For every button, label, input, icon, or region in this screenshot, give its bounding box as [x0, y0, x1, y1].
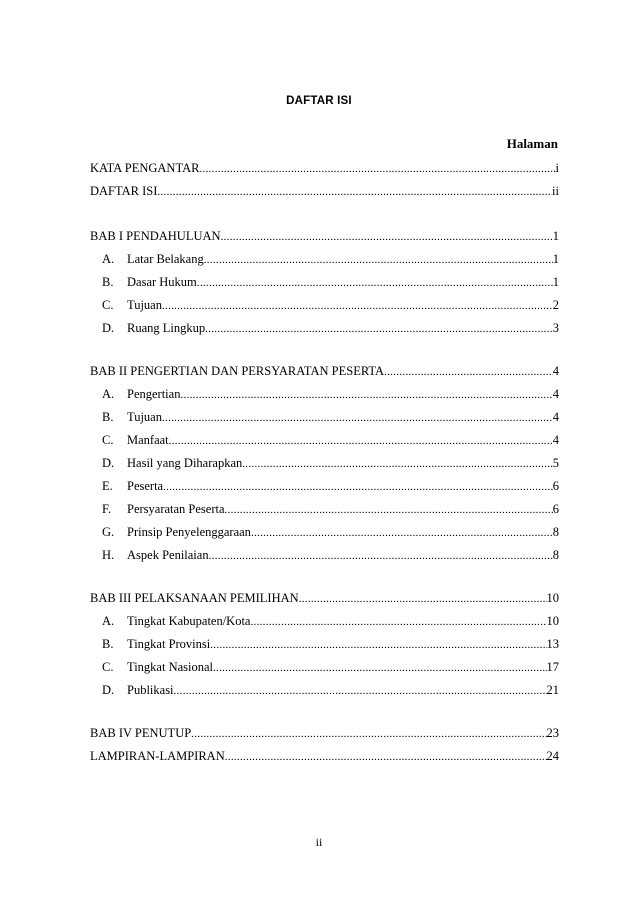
toc-entry-page: 17: [546, 660, 559, 674]
dot-leader: [204, 254, 553, 266]
dot-leader: [242, 458, 553, 470]
toc-entry-page: 4: [552, 364, 559, 378]
toc-entry-letter: C.: [102, 660, 114, 674]
toc-subsection[interactable]: [102, 479, 559, 499]
toc-entry-label: LAMPIRAN-LAMPIRAN: [90, 749, 225, 763]
dot-leader: [157, 186, 552, 198]
toc-subsection[interactable]: [102, 387, 559, 407]
toc-entry-letter: B.: [102, 410, 114, 424]
toc-entry-label: BAB III PELAKSANAAN PEMILIHAN: [90, 591, 299, 605]
dot-leader: [384, 366, 553, 378]
toc-entry[interactable]: [90, 161, 559, 181]
toc-entry-letter: E.: [102, 479, 113, 493]
toc-subsection[interactable]: [102, 683, 559, 703]
footer-page-number: ii: [315, 835, 323, 849]
dot-leader: [174, 685, 547, 697]
dot-leader: [213, 662, 547, 674]
toc-entry-letter: A.: [102, 614, 115, 628]
toc-entry-letter: G.: [102, 525, 115, 539]
toc-entry-letter: B.: [102, 275, 114, 289]
toc-entry-label: Publikasi: [127, 683, 174, 697]
toc-entry-page: ii: [552, 184, 559, 198]
toc-chapter[interactable]: [90, 229, 559, 249]
toc-subsection[interactable]: [102, 456, 559, 476]
toc-entry-page: 8: [552, 525, 559, 539]
dot-leader: [225, 751, 547, 763]
halaman-header: Halaman: [506, 136, 558, 151]
toc-entry[interactable]: [90, 184, 559, 204]
dot-leader: [169, 435, 553, 447]
toc-entry-page: 1: [552, 229, 559, 243]
toc-entry-page: 10: [546, 591, 559, 605]
toc-chapter[interactable]: [90, 749, 559, 769]
dot-leader: [299, 593, 547, 605]
toc-entry-page: 6: [552, 479, 559, 493]
toc-entry-page: 4: [552, 387, 559, 401]
dot-leader: [191, 728, 546, 740]
toc-subsection[interactable]: [102, 410, 559, 430]
toc-entry-page: 1: [552, 252, 559, 266]
toc-entry-page: 13: [546, 637, 559, 651]
toc-entry-page: 21: [546, 683, 559, 697]
toc-subsection[interactable]: [102, 298, 559, 318]
toc-entry-letter: D.: [102, 321, 115, 335]
toc-entry-label: Pengertian: [127, 387, 181, 401]
toc-subsection[interactable]: [102, 502, 559, 522]
toc-subsection[interactable]: [102, 614, 559, 634]
dot-leader: [197, 277, 553, 289]
dot-leader: [205, 323, 553, 335]
toc-entry-label: Tingkat Kabupaten/Kota: [127, 614, 251, 628]
toc-entry-label: Aspek Penilaian: [127, 548, 209, 562]
toc-entry-letter: C.: [102, 298, 114, 312]
toc-entry-letter: D.: [102, 456, 115, 470]
toc-subsection[interactable]: [102, 321, 559, 341]
toc-entry-label: Latar Belakang: [127, 252, 204, 266]
toc-entry-page: 8: [552, 548, 559, 562]
toc-entry-label: DAFTAR ISI: [90, 184, 158, 198]
toc-entry-letter: C.: [102, 433, 114, 447]
toc-entry-label: Tingkat Provinsi: [127, 637, 211, 651]
toc-entry-page: 1: [552, 275, 559, 289]
toc-entry-label: Tujuan: [127, 298, 162, 312]
toc-entry-page: 10: [546, 614, 559, 628]
dot-leader: [180, 389, 552, 401]
toc-chapter[interactable]: [90, 726, 559, 746]
toc-entry-label: BAB II PENGERTIAN DAN PERSYARATAN PESERTA: [90, 364, 385, 378]
toc-entry-page: 3: [552, 321, 559, 335]
dot-leader: [209, 550, 553, 562]
toc-entry-page: i: [555, 161, 559, 175]
dot-leader: [162, 300, 553, 312]
toc-entry-label: Tingkat Nasional: [127, 660, 213, 674]
toc-entry-letter: B.: [102, 637, 114, 651]
toc-entry-label: Persyaratan Peserta: [127, 502, 225, 516]
toc-entry-label: Peserta: [127, 479, 164, 493]
toc-entry-label: Ruang Lingkup: [127, 321, 206, 335]
toc-subsection[interactable]: [102, 252, 559, 272]
toc-subsection[interactable]: [102, 275, 559, 295]
toc-subsection[interactable]: [102, 525, 559, 545]
dot-leader: [162, 412, 553, 424]
toc-entry-label: Prinsip Penyelenggaraan: [127, 525, 251, 539]
dot-leader: [250, 616, 546, 628]
toc-entry-label: BAB I PENDAHULUAN: [90, 229, 221, 243]
dot-leader: [221, 231, 553, 243]
toc-entry-page: 6: [552, 502, 559, 516]
toc-chapter[interactable]: [90, 591, 559, 611]
toc-subsection[interactable]: [102, 660, 559, 680]
toc-entry-page: 5: [552, 456, 559, 470]
toc-entry-label: KATA PENGANTAR: [90, 161, 200, 175]
dot-leader: [210, 639, 546, 651]
toc-entry-letter: D.: [102, 683, 115, 697]
toc-entry-label: BAB IV PENUTUP: [90, 726, 192, 740]
toc-subsection[interactable]: [102, 433, 559, 453]
page-title: DAFTAR ISI: [286, 95, 352, 107]
toc-subsection[interactable]: [102, 637, 559, 657]
dot-leader: [225, 504, 553, 516]
toc-entry-letter: H.: [102, 548, 115, 562]
toc-entry-letter: F.: [102, 502, 112, 516]
toc-entry-page: 4: [552, 410, 559, 424]
toc-subsection[interactable]: [102, 548, 559, 568]
toc-entry-letter: A.: [102, 252, 115, 266]
toc-chapter[interactable]: [90, 364, 559, 384]
toc-entry-page: 4: [552, 433, 559, 447]
toc-entry-label: Dasar Hukum: [127, 275, 197, 289]
toc-entry-label: Hasil yang Diharapkan: [127, 456, 243, 470]
dot-leader: [251, 527, 553, 539]
toc-entry-page: 24: [546, 749, 559, 763]
toc-entry-letter: A.: [102, 387, 115, 401]
dot-leader: [199, 163, 555, 175]
toc-entry-page: 23: [546, 726, 559, 740]
toc-entry-label: Tujuan: [127, 410, 162, 424]
dot-leader: [163, 481, 553, 493]
toc-entry-page: 2: [552, 298, 559, 312]
toc-entry-label: Manfaat: [127, 433, 169, 447]
